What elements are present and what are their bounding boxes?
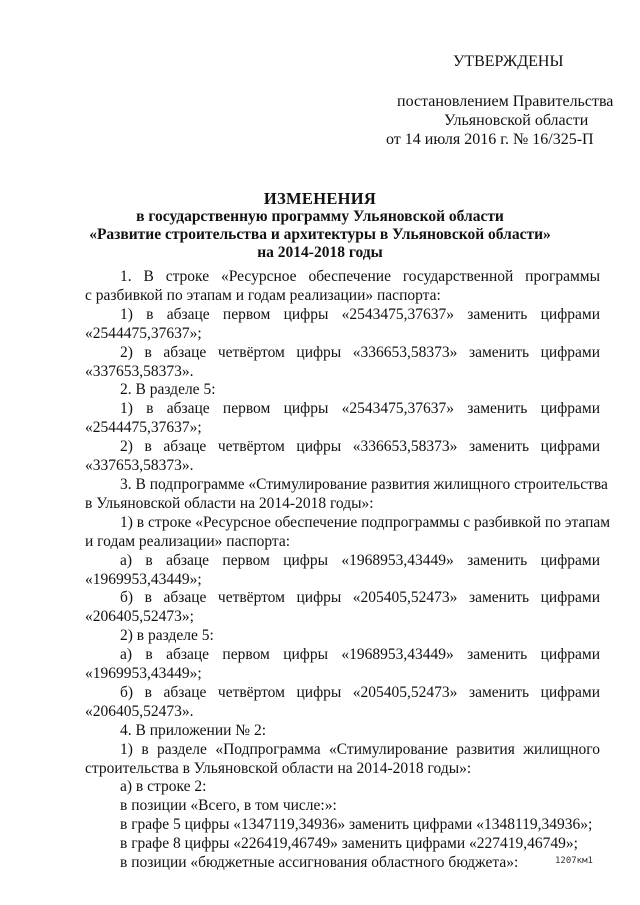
body-line: а) в строке 2: [120,778,207,796]
body-line: «2544475,37637»; [85,419,202,437]
body-line: «1969953,43449»; [85,665,202,683]
body-line: 2) в абзаце четвёртом цифры «336653,58373» заменить цифрами [120,343,600,361]
body-line: в Ульяновской области на 2014-2018 годы»: [85,494,374,512]
approval-region: Ульяновской области [444,112,589,129]
body-line: 4. В приложении № 2: [120,721,267,739]
body-line: в графе 8 цифры «226419,46749» заменить цифрами «227419,46749»; [120,835,578,853]
title-main: ИЗМЕНЕНИЯ [263,189,377,208]
body-line: «2544475,37637»; [85,324,202,342]
body-line: 3. В подпрограмме «Стимулирование развития жилищного строительства [120,475,608,493]
body-line: и годам реализации» паспорта: [85,532,291,550]
approval-by: постановлением Правительства [397,93,614,110]
body-line: 1) в абзаце первом цифры «2543475,37637» заменить цифрами [120,305,600,323]
body-line: в графе 5 цифры «1347119,34936» заменить цифрами «1348119,34936»; [120,816,593,834]
title-line-3: на 2014-2018 годы [257,244,383,261]
body-line: с разбивкой по этапам и годам реализации» паспорта: [85,286,441,304]
body-line: в позиции «бюджетные ассигнования областного бюджета»: [120,854,519,872]
title-line-1: в государственную программу Ульяновской области [136,208,504,225]
footer-code: 1207км1 [555,856,593,866]
approval-date-number: от 14 июля 2016 г. № 16/325-П [386,131,594,148]
body-line: в позиции «Всего, в том числе:»: [120,797,337,815]
document-body [85,268,611,873]
body-line: «206405,52473». [85,702,194,720]
body-line: 1) в разделе «Подпрограмма «Стимулирование развития жилищного [120,740,600,758]
body-line: 1) в строке «Ресурсное обеспечение подпрограммы с разбивкой по этапам [120,513,611,531]
document-title [0,190,640,262]
body-line: «1969953,43449»; [85,570,202,588]
body-line: «206405,52473»; [85,608,194,626]
body-line: б) в абзаце четвёртом цифры «205405,52473» заменить цифрами [120,683,600,701]
title-line-2: «Развитие строительства и архитектуры в Ульяновской области» [89,226,551,243]
approval-heading: УТВЕРЖДЕНЫ [453,53,564,70]
body-line: а) в абзаце первом цифры «1968953,43449» заменить цифрами [120,551,600,569]
body-line: «337653,58373». [85,362,194,380]
body-line: 1. В строке «Ресурсное обеспечение государственной программы [120,268,600,285]
body-line: «337653,58373». [85,457,194,475]
body-line: б) в абзаце четвёртом цифры «205405,52473» заменить цифрами [120,589,600,607]
body-line: 2. В разделе 5: [120,381,216,399]
body-line: а) в абзаце первом цифры «1968953,43449» заменить цифрами [120,646,600,664]
body-line: строительства в Ульяновской области на 2014-2018 годы»: [85,759,472,777]
body-line: 2) в разделе 5: [120,627,214,645]
body-line: 2) в абзаце четвёртом цифры «336653,58373» заменить цифрами [120,438,600,456]
body-line: 1) в абзаце первом цифры «2543475,37637» заменить цифрами [120,400,600,418]
